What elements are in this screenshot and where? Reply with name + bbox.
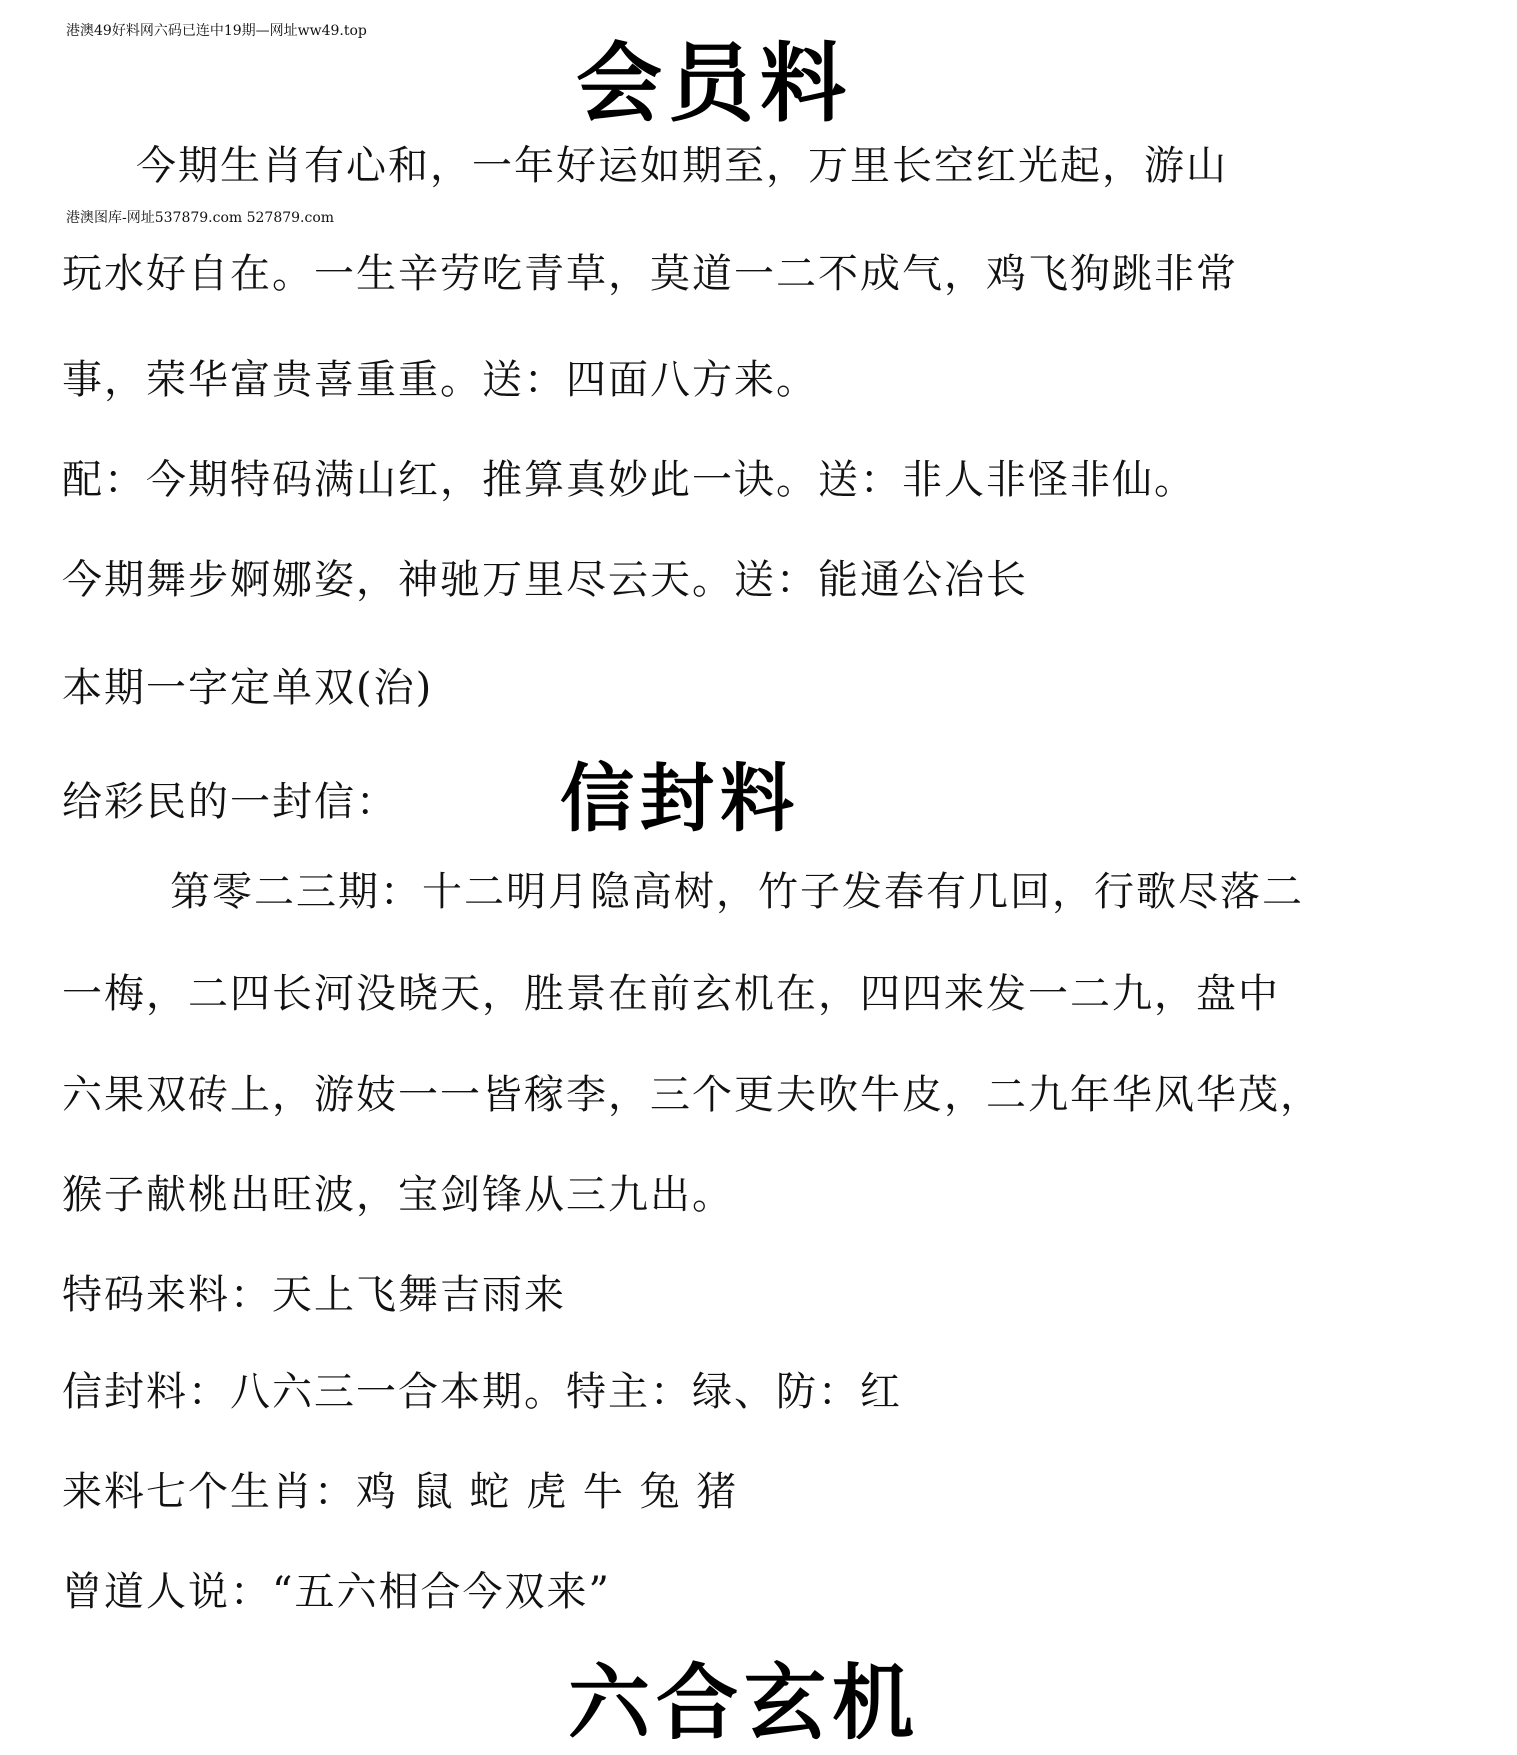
watermark-top: 港澳49好料网六码已连中19期—网址ww49.top [66,23,367,39]
envelope-line-2: 一梅，二四长河没晓天，胜景在前玄机在，四四来发一二九，盘中 [62,971,1280,1017]
envelope-title: 信封料 [560,756,800,842]
member-line-2: 玩水好自在。一生辛劳吃青草，莫道一二不成气，鸡飞狗跳非常 [62,251,1238,297]
envelope-line-6: 信封料：八六三一合本期。特主：绿、防：红 [62,1369,902,1415]
member-line-7: 给彩民的一封信： [62,779,398,825]
member-line-6: 本期一字定单双(治) [62,665,434,711]
member-line-1: 今期生肖有心和，一年好运如期至，万里长空红光起，游山 [136,143,1228,189]
liuhe-title: 六合玄机 [568,1655,921,1751]
watermark-second: 港澳图库-网址537879.com 527879.com [66,210,335,226]
envelope-line-8: 曾道人说：“五六相合今双来” [62,1569,611,1615]
member-line-4: 配：今期特码满山红，推算真妙此一诀。送：非人非怪非仙。 [62,457,1196,503]
envelope-line-7: 来料七个生肖：鸡 鼠 蛇 虎 牛 兔 猪 [62,1469,739,1515]
member-line-3: 事，荣华富贵喜重重。送：四面八方来。 [62,357,818,403]
envelope-line-1: 第零二三期：十二明月隐高树，竹子发春有几回，行歌尽落二 [170,869,1304,915]
member-title: 会员料 [576,33,852,134]
envelope-line-3: 六果双砖上，游妓一一皆稼李，三个更夫吹牛皮，二九年华风华茂， [62,1072,1322,1118]
member-line-5: 今期舞步婀娜姿，神驰万里尽云天。送：能通公冶长 [62,557,1028,603]
envelope-line-5: 特码来料：天上飞舞吉雨来 [62,1272,566,1318]
envelope-line-4: 猴子献桃出旺波，宝剑锋从三九出。 [62,1172,734,1218]
